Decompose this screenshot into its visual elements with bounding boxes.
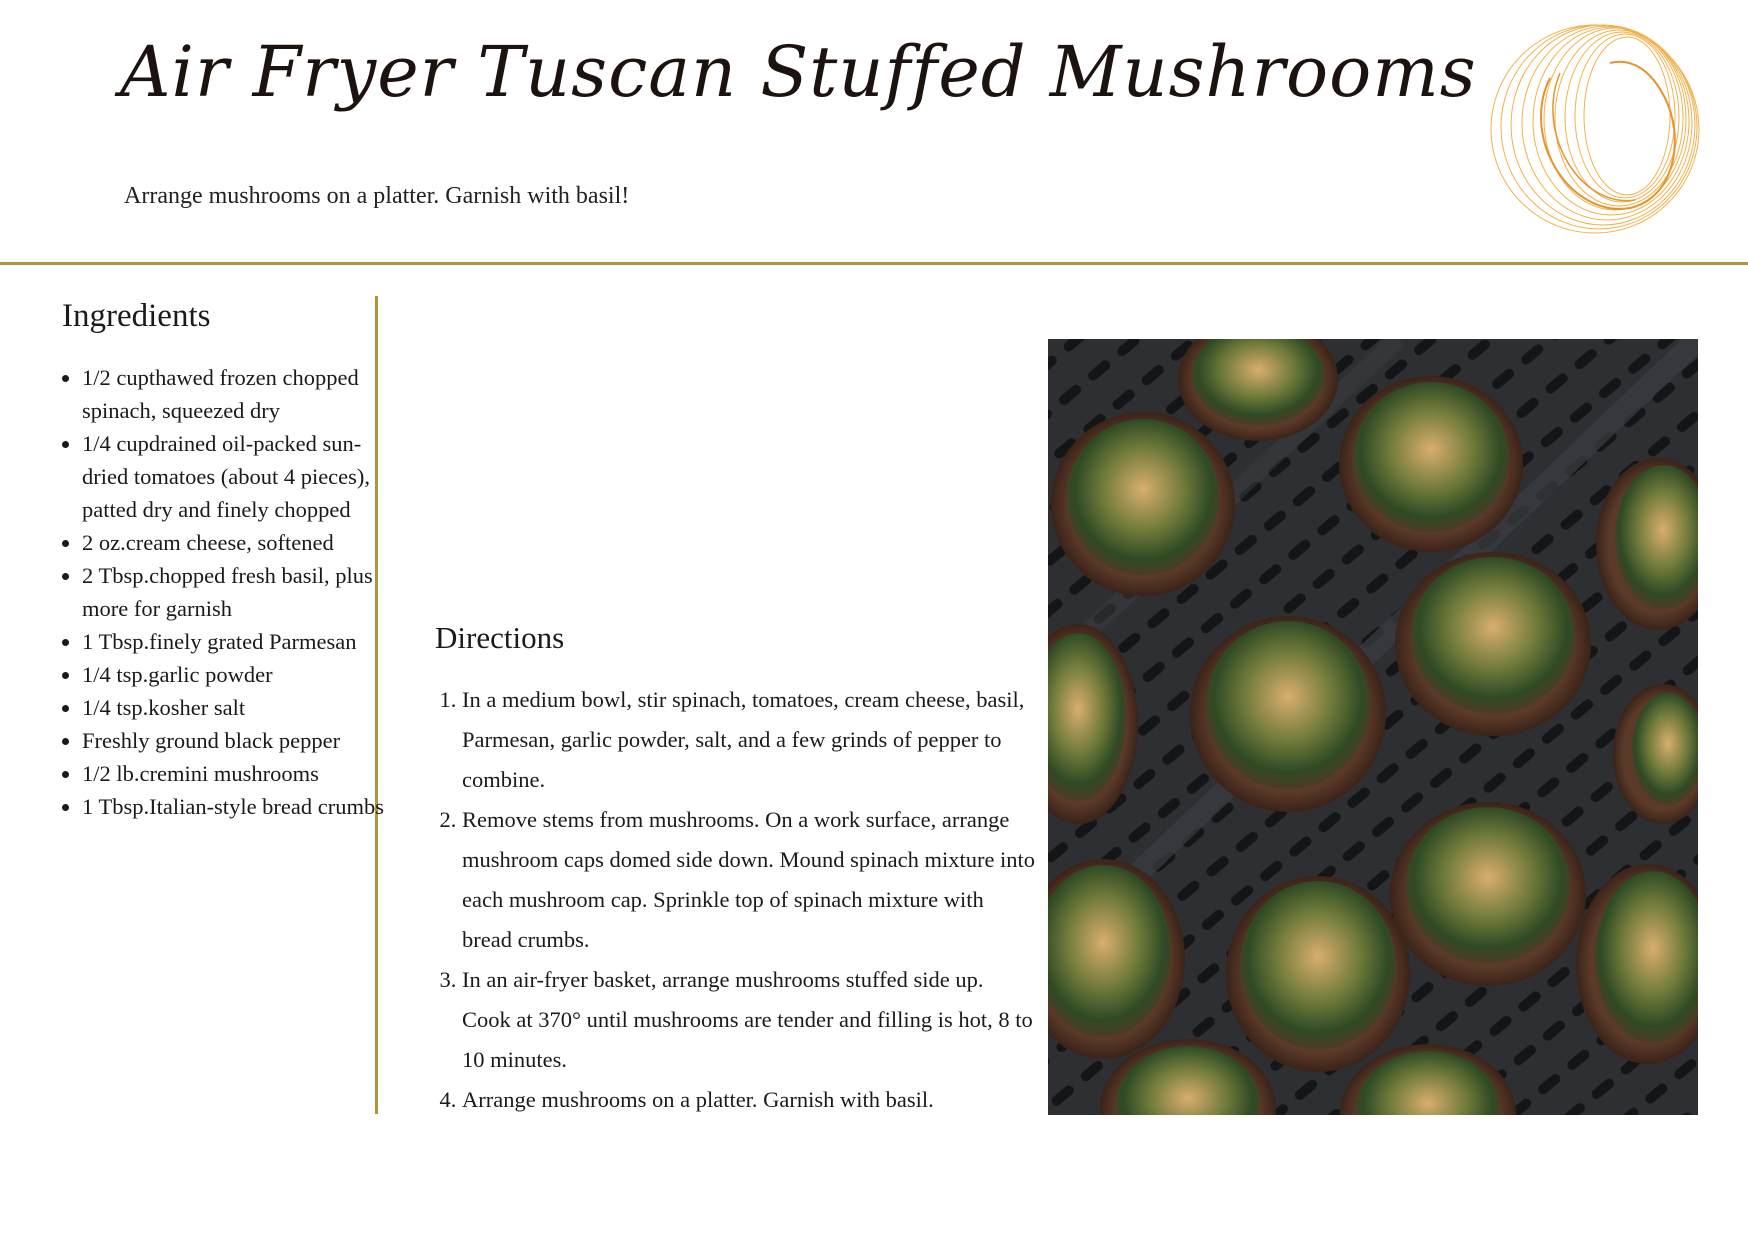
header-divider bbox=[0, 262, 1748, 265]
direction-step: 1. In a medium bowl, stir spinach, tomatoes, cream cheese, basil, Parmesan, garlic powder, salt, and a few grinds of pepper to combine. bbox=[462, 680, 1037, 800]
direction-step: 4. Arrange mushrooms on a platter. Garnish with basil. bbox=[462, 1080, 1037, 1120]
ingredients-list bbox=[48, 361, 392, 823]
directions-heading: Directions bbox=[435, 620, 565, 655]
list-item: • 1/2 lb.cremini mushrooms bbox=[82, 757, 392, 790]
recipe-subtitle: Arrange mushrooms on a platter. Garnish with basil! bbox=[124, 183, 630, 209]
direction-step: 2. Remove stems from mushrooms. On a work surface, arrange mushroom caps domed side down. Mound spinach mixture into each mushroom cap. Sprinkle top of spinach mixture with bread crumbs. bbox=[462, 800, 1037, 960]
ring-logo-icon bbox=[1480, 18, 1710, 240]
list-item: • 1/4 tsp.garlic powder bbox=[82, 658, 392, 691]
list-item: • Freshly ground black pepper bbox=[82, 724, 392, 757]
list-item: • 1 Tbsp.finely grated Parmesan bbox=[82, 625, 392, 658]
ingredients-heading: Ingredients bbox=[62, 298, 211, 334]
list-item: • 1 Tbsp.Italian-style bread crumbs bbox=[82, 790, 392, 823]
directions-list bbox=[438, 680, 1037, 1120]
list-item: • 2 Tbsp.chopped fresh basil, plus more for garnish bbox=[82, 559, 392, 625]
list-item: • 1/4 cupdrained oil-packed sun-dried tomatoes (about 4 pieces), patted dry and finely chopped bbox=[82, 427, 392, 526]
recipe-title: Air Fryer Tuscan Stuffed Mushrooms bbox=[120, 31, 1477, 113]
list-item: • 1/4 tsp.kosher salt bbox=[82, 691, 392, 724]
list-item: • 2 oz.cream cheese, softened bbox=[82, 526, 392, 559]
direction-step: 3. In an air-fryer basket, arrange mushrooms stuffed side up. Cook at 370° until mushrooms are tender and filling is hot, 8 to 10 minutes. bbox=[462, 960, 1037, 1080]
stuffed-mushrooms-photo bbox=[1048, 339, 1698, 1115]
list-item: • 1/2 cupthawed frozen chopped spinach, squeezed dry bbox=[82, 361, 392, 427]
